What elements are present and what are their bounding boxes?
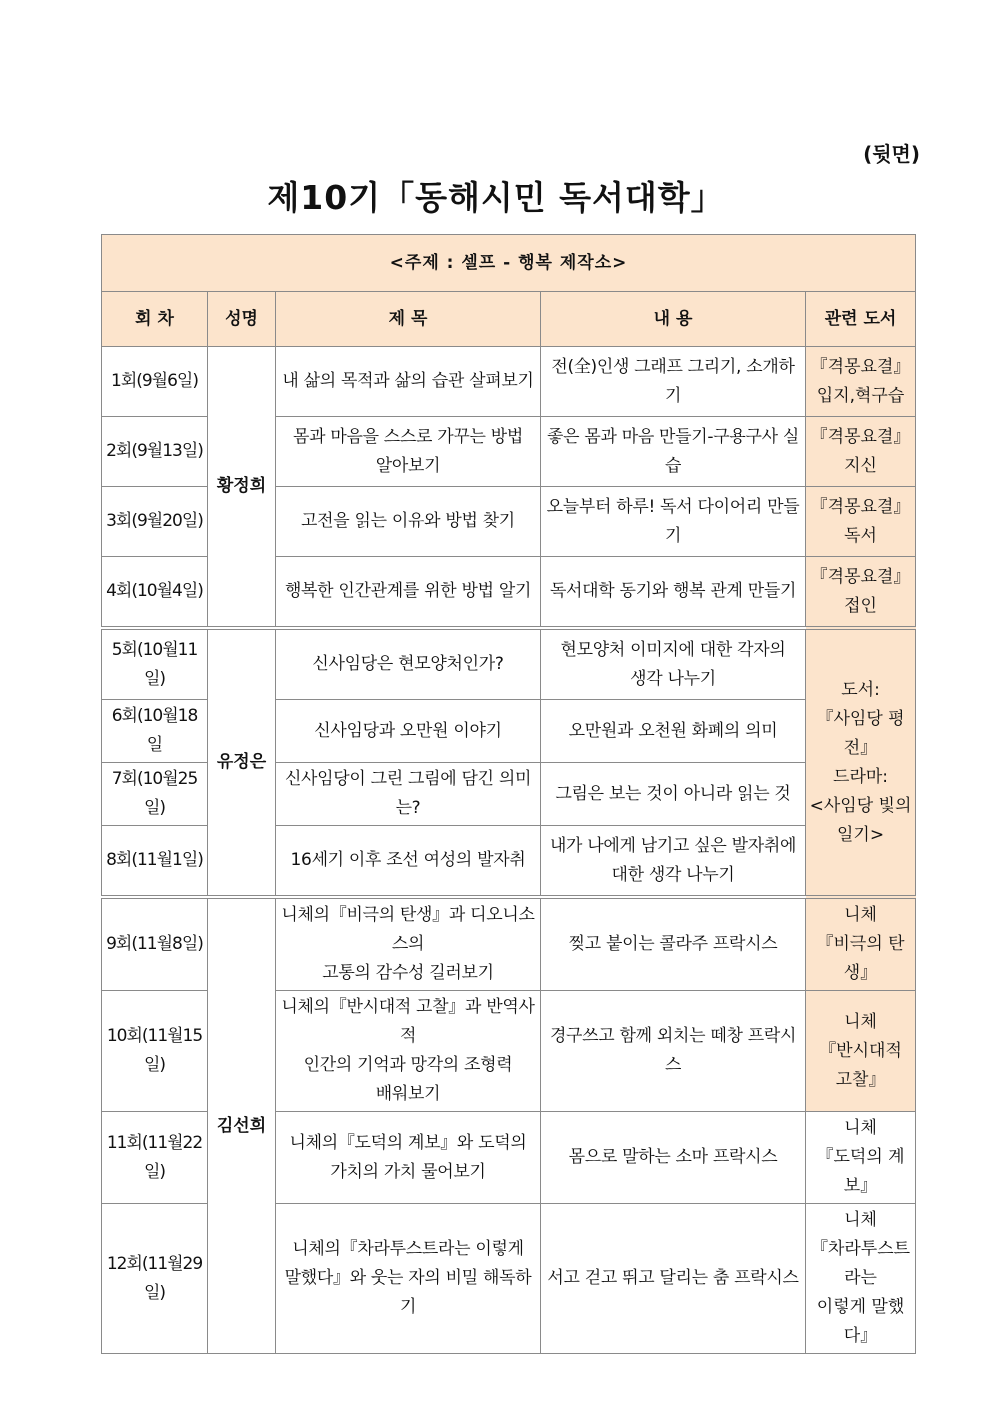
session-cell: 9회(11월8일) xyxy=(102,897,208,991)
book-cell: 도서: 『사임당 평전』 드라마: <사임당 빛의 일기> xyxy=(806,628,916,897)
content-cell: 서고 걷고 뛰고 달리는 춤 프락시스 xyxy=(541,1204,806,1354)
content-cell: 경구쓰고 함께 외치는 떼창 프락시스 xyxy=(541,991,806,1112)
theme-row xyxy=(102,235,916,292)
content-cell: 찢고 붙이는 콜라주 프락시스 xyxy=(541,897,806,991)
session-cell: 10회(11월15일) xyxy=(102,991,208,1112)
back-side-label: (뒷면) xyxy=(863,142,920,166)
title-cell: 니체의『비극의 탄생』과 디오니소스의 고통의 감수성 길러보기 xyxy=(276,897,541,991)
session-cell: 11회(11월22일) xyxy=(102,1112,208,1204)
session-cell: 12회(11월29일) xyxy=(102,1204,208,1354)
content-cell: 오만원과 오천원 화폐의 의미 xyxy=(541,700,806,763)
book-cell: 『격몽요결』 지신 xyxy=(806,417,916,487)
title-cell: 16세기 이후 조선 여성의 발자취 xyxy=(276,826,541,898)
content-cell: 오늘부터 하루! 독서 다이어리 만들기 xyxy=(541,487,806,557)
book-cell: 『격몽요결』 접인 xyxy=(806,557,916,629)
theme-cell: <주제 : 셀프 - 행복 제작소> xyxy=(102,235,916,292)
title-cell: 내 삶의 목적과 삶의 습관 살펴보기 xyxy=(276,347,541,417)
column-header-session: 회 차 xyxy=(102,292,208,347)
table-row xyxy=(102,347,916,417)
content-cell: 좋은 몸과 마음 만들기-구용구사 실습 xyxy=(541,417,806,487)
column-header-speaker: 성명 xyxy=(208,292,276,347)
title-cell: 신사임당과 오만원 이야기 xyxy=(276,700,541,763)
header-row xyxy=(102,292,916,347)
title-cell: 니체의『도덕의 계보』와 도덕의 가치의 가치 물어보기 xyxy=(276,1112,541,1204)
schedule-table xyxy=(101,234,916,1354)
book-cell: 니체 『도덕의 계보』 xyxy=(806,1112,916,1204)
session-cell: 6회(10월18일 xyxy=(102,700,208,763)
column-header-title: 제 목 xyxy=(276,292,541,347)
column-header-book: 관련 도서 xyxy=(806,292,916,347)
session-cell: 7회(10월25일) xyxy=(102,763,208,826)
page-title: 제10기「동해시민 독서대학」 xyxy=(267,178,725,217)
table-row xyxy=(102,628,916,700)
session-cell: 4회(10월4일) xyxy=(102,557,208,629)
content-cell: 독서대학 동기와 행복 관계 만들기 xyxy=(541,557,806,629)
title-cell: 신사임당은 현모양처인가? xyxy=(276,628,541,700)
content-cell: 현모양처 이미지에 대한 각자의 생각 나누기 xyxy=(541,628,806,700)
column-header-content: 내 용 xyxy=(541,292,806,347)
speaker-cell: 김선희 xyxy=(208,897,276,1354)
title-cell: 신사임당이 그린 그림에 담긴 의미는? xyxy=(276,763,541,826)
speaker-cell: 황정희 xyxy=(208,347,276,629)
book-cell: 니체 『비극의 탄생』 xyxy=(806,897,916,991)
speaker-cell: 유정은 xyxy=(208,628,276,897)
book-cell: 니체 『차라투스트라는 이렇게 말했다』 xyxy=(806,1204,916,1354)
table-row xyxy=(102,897,916,991)
book-cell: 『격몽요결』 독서 xyxy=(806,487,916,557)
session-cell: 1회(9월6일) xyxy=(102,347,208,417)
title-cell: 니체의『반시대적 고찰』과 반역사적 인간의 기억과 망각의 조형력 배워보기 xyxy=(276,991,541,1112)
book-cell: 『격몽요결』 입지,혁구습 xyxy=(806,347,916,417)
session-cell: 8회(11월1일) xyxy=(102,826,208,898)
title-cell: 몸과 마음을 스스로 가꾸는 방법 알아보기 xyxy=(276,417,541,487)
title-cell: 행복한 인간관계를 위한 방법 알기 xyxy=(276,557,541,629)
title-cell: 니체의『차라투스트라는 이렇게 말했다』와 웃는 자의 비밀 해독하기 xyxy=(276,1204,541,1354)
title-cell: 고전을 읽는 이유와 방법 찾기 xyxy=(276,487,541,557)
content-cell: 내가 나에게 남기고 싶은 발자취에 대한 생각 나누기 xyxy=(541,826,806,898)
session-cell: 2회(9월13일) xyxy=(102,417,208,487)
content-cell: 몸으로 말하는 소마 프락시스 xyxy=(541,1112,806,1204)
session-cell: 5회(10월11일) xyxy=(102,628,208,700)
session-cell: 3회(9월20일) xyxy=(102,487,208,557)
book-cell: 니체 『반시대적 고찰』 xyxy=(806,991,916,1112)
content-cell: 그림은 보는 것이 아니라 읽는 것 xyxy=(541,763,806,826)
content-cell: 전(全)인생 그래프 그리기, 소개하기 xyxy=(541,347,806,417)
